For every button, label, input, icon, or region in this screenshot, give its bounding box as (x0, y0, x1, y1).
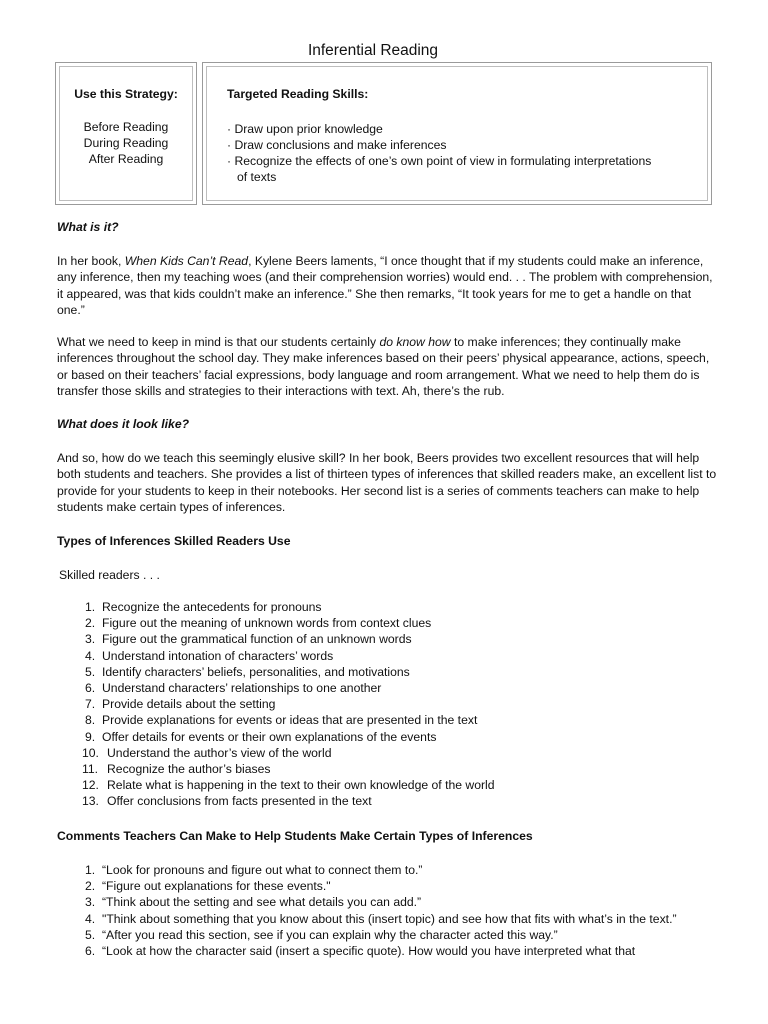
what-is-it-heading: What is it? (57, 220, 119, 234)
skills-box (202, 62, 712, 205)
skills-box-inner (206, 66, 708, 201)
inference-types-heading: Types of Inferences Skilled Readers Use (57, 534, 291, 548)
strategy-item: Before Reading (83, 120, 169, 134)
list-item: 4. "Think about something that you know about this (insert topic) and see how that fits with what’s in the text.” (85, 911, 677, 926)
list-item: 1. “Look for pronouns and figure out what to connect them to.” (85, 863, 423, 877)
list-item: 12. Relate what is happening in the text to their own knowledge of the world (82, 778, 495, 793)
resources-paragraph: And so, how do we teach this seemingly elusive skill? In her book, Beers provides two excellent resources that will help both students and teachers. She provides a list of thirteen types of inferences that skilled readers make, an excellent list to provide for your students to keep in their notebooks. Her second list is a series of comments teachers can make to help students make certain types of inferences. (57, 451, 717, 514)
list-item: 1. Recognize the antecedents for pronouns (85, 600, 322, 614)
list-item: 9. Offer details for events or their own explanations of the events (85, 729, 437, 744)
skills-list (227, 121, 697, 185)
list-item: 5. “After you read this section, see if you can explain why the character acted this way.” (85, 927, 558, 942)
book-title: When Kids Can’t Read (124, 254, 249, 268)
list-item: 10. Understand the author’s view of the world (82, 745, 332, 760)
emphasis-text: do know how (379, 335, 451, 349)
teacher-comments-list (85, 862, 725, 959)
list-item: 8. Provide explanations for events or ideas that are presented in the text (85, 713, 478, 728)
list-item: 2. “Figure out explanations for these events." (85, 879, 331, 894)
skills-heading: Targeted Reading Skills: (227, 87, 369, 101)
skilled-readers-lead: Skilled readers . . . (59, 568, 160, 582)
list-item: 5. Identify characters’ beliefs, personalities, and motivations (85, 664, 410, 679)
skill-item-continuation: of texts (237, 170, 277, 184)
strategy-box-inner (59, 66, 193, 201)
skill-item (227, 153, 697, 185)
page-title: Inferential Reading (307, 42, 439, 59)
strategy-item: During Reading (83, 136, 169, 150)
list-item: 2. Figure out the meaning of unknown words from context clues (85, 616, 432, 631)
list-item: 3. Figure out the grammatical function of an unknown words (85, 632, 412, 647)
intro-paragraph: In her book, When Kids Can’t Read, Kylene Beers laments, “I once thought that if my students could make an inference, any inference, then my teaching woes (and their comprehension worries) would end. . . The problem with comprehension, it appeared, was that kids couldn’t make an inference.” She then remarks, “It took years for me to get a handle on that one.” (57, 254, 713, 317)
teacher-comments-heading: Comments Teachers Can Make to Help Students Make Certain Types of Inferences (57, 829, 533, 843)
strategy-list (60, 119, 192, 167)
list-item: 3. “Think about the setting and see what details you can add.” (85, 895, 422, 910)
inference-types-list (82, 599, 725, 810)
strategy-heading: Use this Strategy: (74, 87, 178, 101)
skill-item-text: · Recognize the effects of one’s own point of view in formulating interpretations (227, 154, 652, 168)
skill-item: · Draw conclusions and make inferences (227, 138, 447, 152)
skill-item: · Draw upon prior knowledge (227, 122, 383, 136)
list-item: 7. Provide details about the setting (85, 697, 276, 712)
inferences-paragraph: What we need to keep in mind is that our students certainly do know how to make inferences; they continually make inferences throughout the school day. They make inferences based on their peers’ physical appearance, actions, speech, or based on their teachers’ facial expressions, body language and room arrangement. What we need to help them do is transfer those skills and strategies to their interactions with text. Ah, there’s the rub. (57, 335, 710, 398)
strategy-item: After Reading (88, 152, 164, 166)
list-item: 4. Understand intonation of characters’ words (85, 648, 334, 663)
what-does-it-look-like-heading: What does it look like? (57, 417, 190, 431)
list-item: 11. Recognize the author’s biases (82, 762, 271, 777)
list-item: 6. Understand characters’ relationships to one another (85, 681, 382, 696)
list-item: 6. “Look at how the character said (insert a specific quote). How would you have interpreted what that (85, 944, 636, 959)
list-item: 13. Offer conclusions from facts presented in the text (82, 794, 372, 809)
strategy-box (55, 62, 197, 205)
